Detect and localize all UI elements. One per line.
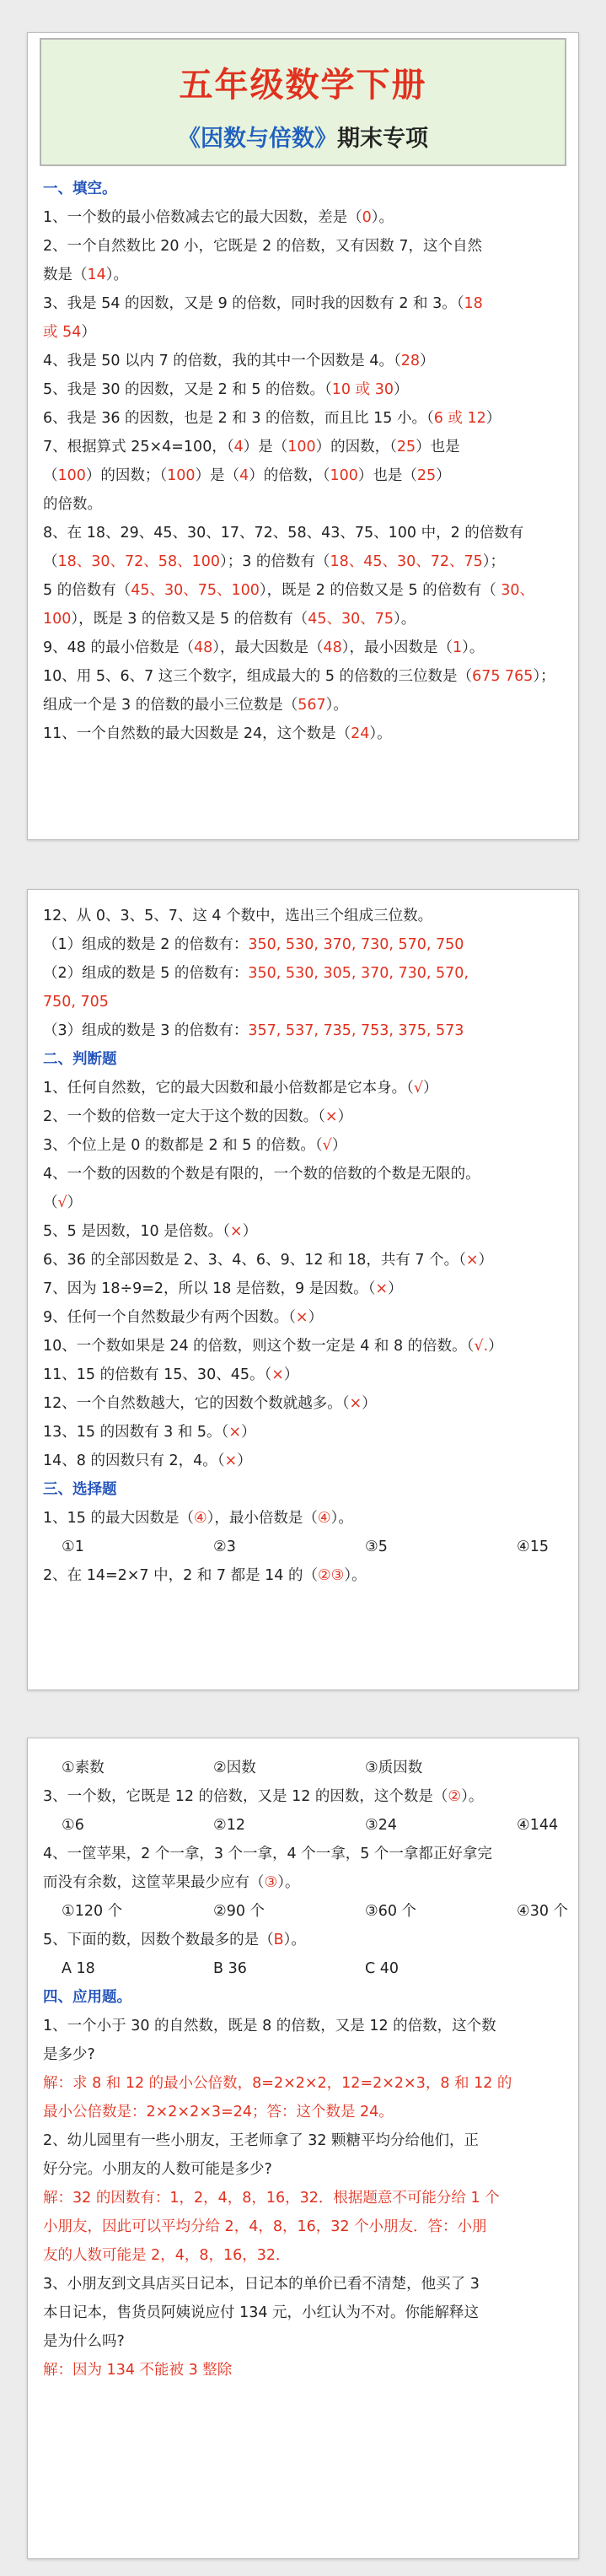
answer: 0 [362,209,372,226]
page-2 [27,889,579,1690]
question-7-cont: （100）的因数；（100）是（4）的倍数，（100）也是（25） [43,467,451,484]
answer: 24 [351,725,370,742]
page-3 [27,1738,579,2559]
question-8-l4: 100），既是 3 的倍数又是 5 的倍数有（45、30、75）。 [43,611,416,628]
question-2: 2、一个自然数比 20 小，它既是 2 的倍数，又有因数 7，这个自然 [43,238,482,255]
section-heading-choice: 三、选择题 [43,1481,117,1498]
question-8-l2: （18、30、72、58、100）；3 的倍数有（18、45、30、72、75）； [43,553,506,570]
answer: 6 或 12 [433,410,486,427]
question-10-cont: 组成一个是 3 的倍数的最小三位数是（567）。 [43,697,348,714]
question-10: 10、用 5、6、7 这三个数字，组成最大的 5 的倍数的三位数是（675 765）； [43,668,555,685]
judge-item: 9、任何一个自然数最少有两个因数。（×） [43,1309,324,1326]
judge-item: 5、5 是因数，10 是倍数。（×） [43,1223,258,1240]
question-11: 11、一个自然数的最大因数是 24，这个数是（24）。 [43,725,392,742]
choice-options-5: A 18 B 36 C 40 [62,1960,400,1977]
question-12-sub3: （3）组成的数是 3 的倍数有：357, 537, 735, 753, 375, 573 [43,1022,464,1039]
section-heading-apply: 四、应用题。 [43,1989,131,2006]
answer: 14 [87,267,106,283]
judge-item: 4、一个数的因数的个数是有限的，一个数的倍数的个数是无限的。 [43,1166,480,1183]
choice-question-1: 1、15 的最大因数是（④），最小倍数是（④）。 [43,1510,353,1527]
subtitle-open: 《 [178,126,201,152]
judge-item: 12、一个自然数越大，它的因数个数就越多。（×） [43,1395,377,1412]
judge-item: 13、15 的因数有 3 和 5。（×） [43,1424,256,1441]
section-heading-judge: 二、判断题 [43,1051,117,1068]
question-6: 6、我是 36 的因数，也是 2 和 3 的倍数，而且比 15 小。（6 或 12） [43,410,501,427]
apply-question-1-cont: 是多少? [43,2046,95,2063]
apply-question-3-cont: 本日记本，售货员阿姨说应付 134 元，小红认为不对。你能解释这 [43,2304,480,2321]
choice-question-3: 3、一个数，它既是 12 的倍数，又是 12 的因数，这个数是（②）。 [43,1788,484,1805]
choice-question-4-cont: 而没有余数，这筐苹果最少应有（③）。 [43,1874,300,1891]
choice-options-2: ①素数 ②因数 ③质因数 [62,1760,423,1776]
answer: 10 或 30 [331,381,394,398]
page-subtitle [41,120,565,153]
judge-item: 1、任何自然数，它的最大因数和最小倍数都是它本身。（√） [43,1080,438,1097]
choice-question-5: 5、下面的数，因数个数最多的是（B）。 [43,1932,306,1948]
judge-item: 6、36 的全部因数是 2、3、4、6、9、12 和 18，共有 7 个。（×） [43,1252,494,1269]
judge-item-cont: （√） [43,1194,83,1211]
apply-solution-3: 解：因为 134 不能被 3 整除 [43,2362,233,2379]
judge-item: 3、个位上是 0 的数都是 2 和 5 的倍数。（√） [43,1137,347,1154]
answer: 18 [464,295,483,312]
question-7-end: 的倍数。 [43,496,102,513]
question-8: 8、在 18、29、45、30、17、72、58、43、75、100 中，2 的倍数有 [43,525,524,542]
question-12-sub1: （1）组成的数是 2 的倍数有：350, 530, 370, 730, 570, 750 [43,936,464,953]
answer: 或 54 [43,324,82,341]
choice-options-3: ①6 ②12 ③24 ④144 [62,1817,559,1834]
question-5: 5、我是 30 的因数，又是 2 和 5 的倍数。（10 或 30） [43,381,409,398]
page-1 [27,32,579,840]
question-3: 3、我是 54 的因数，又是 9 的倍数，同时我的因数有 2 和 3。（18 [43,295,483,312]
title-banner [40,38,566,166]
apply-question-1: 1、一个小于 30 的自然数，既是 8 的倍数，又是 12 的倍数，这个数 [43,2018,496,2034]
question-12-sub2-cont: 750, 705 [43,994,109,1010]
choice-options-4: ①120 个 ②90 个 ③60 个 ④30 个 [62,1903,569,1920]
judge-item: 7、因为 18÷9=2，所以 18 是倍数，9 是因数。（×） [43,1280,403,1297]
question-4: 4、我是 50 以内 7 的倍数，我的其中一个因数是 4。（28） [43,353,435,369]
choice-question-2: 2、在 14=2×7 中，2 和 7 都是 14 的（②③）。 [43,1567,367,1584]
apply-question-3: 3、小朋友到文具店买日记本，日记本的单价已看不清楚，他买了 3 [43,2276,480,2293]
apply-question-2-cont: 好分完。小朋友的人数可能是多少? [43,2161,272,2178]
subtitle-topic: 因数与倍数 [201,126,314,152]
apply-question-3-end: 是为什么吗? [43,2333,125,2350]
apply-solution-2: 解：32 的因数有：1，2，4，8，16，32．根据题意不可能分给 1 个 [43,2190,500,2207]
fill-section [43,175,563,748]
answer: 28 [400,353,421,369]
choice-question-4: 4、一筐苹果，2 个一拿，3 个一拿，4 个一拿，5 个一拿都正好拿完 [43,1846,492,1862]
judge-item: 10、一个数如果是 24 的倍数，则这个数一定是 4 和 8 的倍数。（√.） [43,1338,503,1355]
choice-options-1: ①1 ②3 ③5 ④15 [62,1539,549,1555]
judge-item: 14、8 的因数只有 2，4。（×） [43,1452,252,1469]
question-12: 12、从 0、3、5、7、这 4 个数中，选出三个组成三位数。 [43,908,433,924]
question-1: 1、一个数的最小倍数减去它的最大因数，差是（0）。 [43,209,394,226]
apply-solution-1: 解：求 8 和 12 的最小公倍数，8=2×2×2，12=2×2×3，8 和 12 的 [43,2075,512,2092]
question-3-cont: 或 54） [43,324,96,341]
section-heading-fill: 一、填空。 [43,181,117,197]
subtitle-close: 》 [314,126,337,152]
question-7: 7、根据算式 25×4=100，（4）是（100）的因数，（25）也是 [43,439,460,455]
question-2-cont: 数是（14）。 [43,267,129,283]
apply-solution-2-end: 友的人数可能是 2，4，8，16，32． [43,2247,291,2264]
judge-item: 11、15 的倍数有 15、30、45。（×） [43,1366,299,1383]
page-title: 五年级数学下册 [179,66,427,105]
apply-solution-2-cont: 小朋友，因此可以平均分给 2，4，8，16，32 个小朋友．答：小朋 [43,2218,487,2235]
question-8-l3: 5 的倍数有（45、30、75、100），既是 2 的倍数又是 5 的倍数有（ 30、 [43,582,535,599]
apply-question-2: 2、幼儿园里有一些小朋友，王老师拿了 32 颗糖平均分给他们，正 [43,2132,480,2149]
apply-solution-1-cont: 最小公倍数是：2×2×2×3=24；答：这个数是 24。 [43,2104,394,2121]
subtitle-rest: 期末专项 [337,126,428,152]
judge-item: 2、一个数的倍数一定大于这个数的因数。（×） [43,1108,353,1125]
question-12-sub2: （2）组成的数是 5 的倍数有：350, 530, 305, 370, 730, 570, [43,965,469,982]
question-9: 9、48 的最小倍数是（48），最大因数是（48），最小因数是（1）。 [43,639,485,656]
